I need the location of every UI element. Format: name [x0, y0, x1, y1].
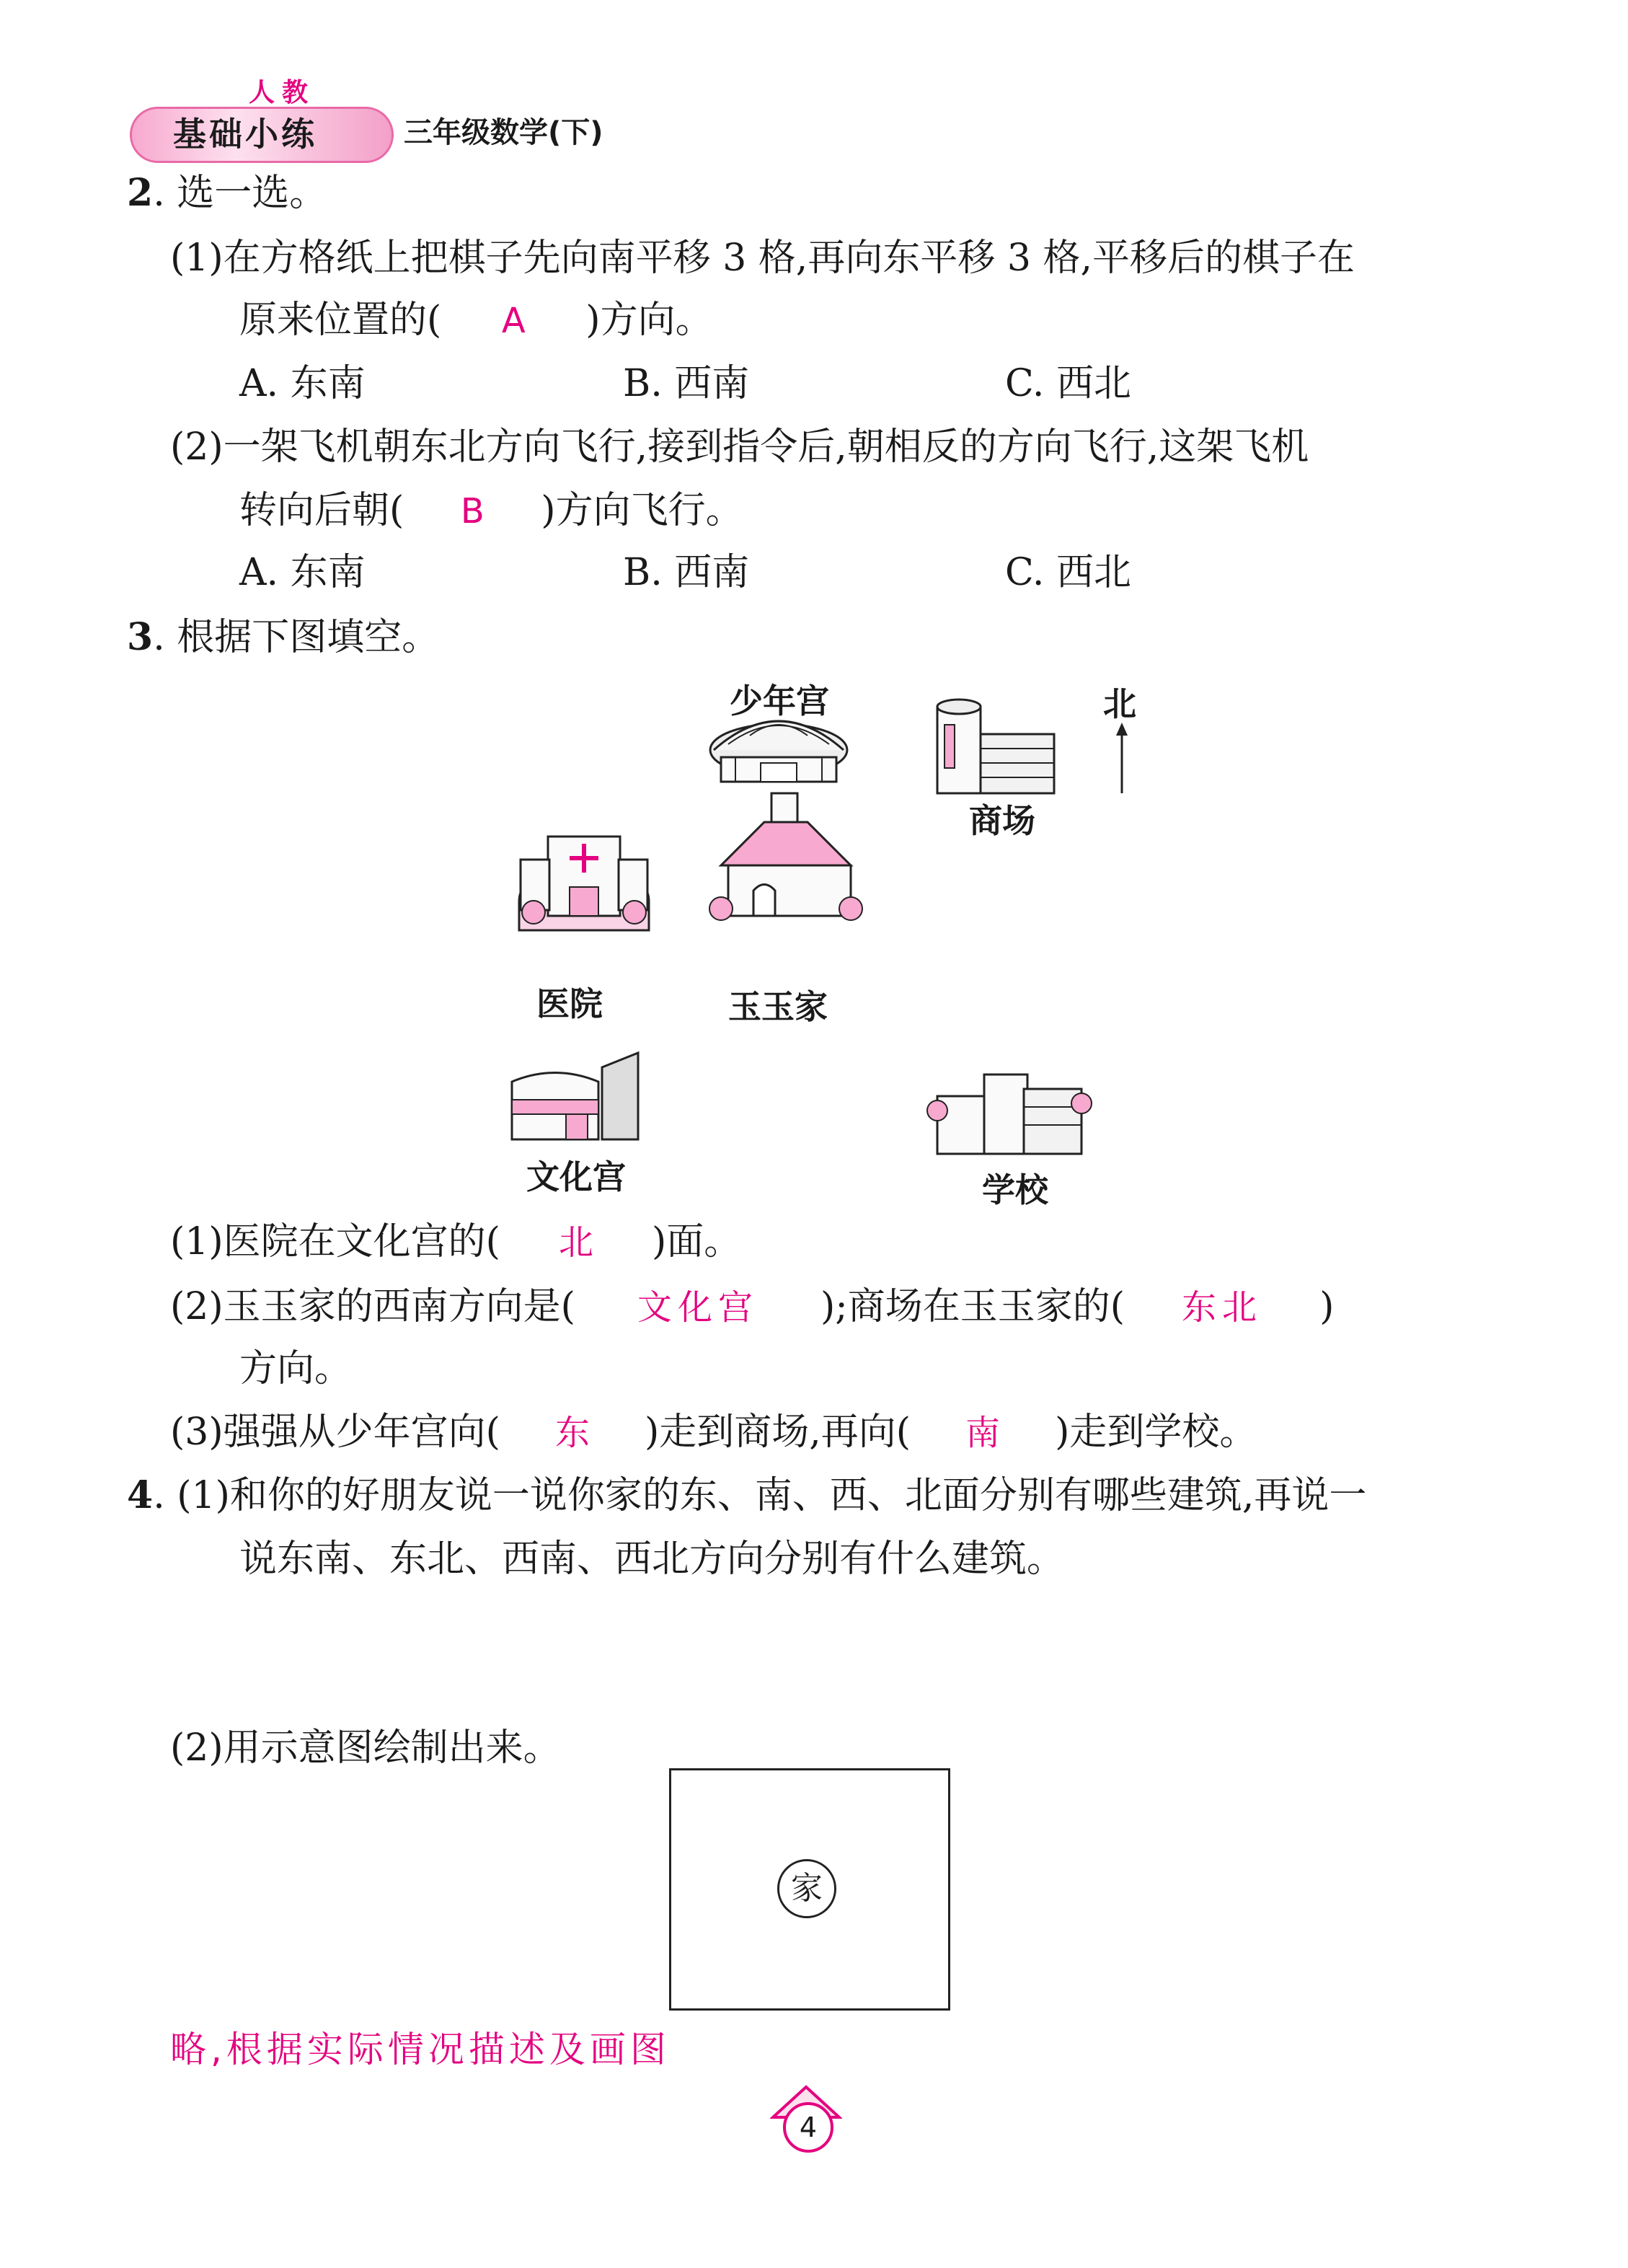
- label-yuyu-home: 玉玉家: [728, 987, 828, 1026]
- q3-p2-line2: 方向。: [239, 1347, 353, 1390]
- label-youth-palace: 少年宫: [730, 681, 829, 720]
- mall-building: [937, 700, 1054, 793]
- q2-p1-post: )方向。: [585, 299, 713, 342]
- q3-number: 3: [127, 615, 154, 659]
- q4-answer: 略,根据实际情况描述及画图: [170, 2029, 671, 2070]
- header-grade: 三年级数学(下): [404, 116, 603, 149]
- page-number: 4: [783, 2102, 833, 2153]
- label-school: 学校: [982, 1170, 1048, 1209]
- hospital-building: [519, 837, 649, 930]
- yuyu-home-building: [709, 793, 862, 920]
- north-arrow: [1116, 723, 1128, 793]
- q2-p2-line2: [239, 487, 743, 534]
- q3-title-text: . 根据下图填空。: [153, 616, 440, 659]
- q3-p2-answer2: 东北: [1182, 1287, 1263, 1328]
- home-marker: 家: [777, 1859, 836, 1918]
- q2-title: [127, 170, 327, 216]
- q3-p2-answer1: 文化宫: [637, 1287, 758, 1328]
- q3-p2-mid: );商场在玉玉家的(: [820, 1285, 1125, 1328]
- label-hospital: 医院: [536, 984, 603, 1023]
- school-building: [927, 1075, 1092, 1154]
- q2-p2-option-c: C. 西北: [1005, 551, 1131, 594]
- q3-p2-post: ): [1319, 1285, 1335, 1328]
- q3-p3-pre: (3)强强从少年宫向(: [170, 1411, 500, 1454]
- label-culture-palace: 文化宫: [526, 1157, 626, 1196]
- q2-p1-option-a: A. 东南: [239, 362, 366, 405]
- q4-p1-text: . (1)和你的好朋友说一说你家的东、南、西、北面分别有哪些建筑,再说一: [153, 1474, 1367, 1517]
- culture-palace-building: [512, 1053, 638, 1139]
- q3-p2-pre: (2)玉玉家的西南方向是(: [170, 1285, 575, 1328]
- q3-title: [127, 614, 439, 661]
- q3-p3-answer1: 东: [554, 1413, 590, 1453]
- q2-p1-option-c: C. 西北: [1005, 362, 1131, 405]
- q2-p2-line1: (2)一架飞机朝东北方向飞行,接到指令后,朝相反的方向飞行,这架飞机: [170, 425, 1309, 469]
- q2-p1-option-b: B. 西南: [623, 362, 750, 405]
- q2-p2-option-b: B. 西南: [623, 551, 750, 594]
- q3-p1-post: )面。: [651, 1220, 742, 1263]
- q4-p1-line2: 说东南、东北、西南、西北方向分别有什么建筑。: [239, 1537, 1065, 1581]
- q2-p1-answer: A: [501, 301, 526, 341]
- q3-p3-post: )走到学校。: [1055, 1411, 1257, 1454]
- q4-p1-line1: [127, 1473, 1366, 1519]
- q3-map: [476, 663, 1197, 1212]
- label-north: 北: [1103, 684, 1136, 723]
- header-series-title: 基础小练: [173, 115, 317, 154]
- q2-number: 2: [127, 171, 154, 215]
- q2-title-text: . 选一选。: [153, 172, 327, 215]
- q2-p1-pre: 原来位置的(: [239, 299, 442, 342]
- q3-p3-answer2: 南: [965, 1413, 1001, 1453]
- q2-p1-line2: [239, 297, 713, 344]
- youth-palace-building: [710, 721, 847, 782]
- q3-p1: [170, 1219, 741, 1266]
- q3-p2-line1: [170, 1284, 1334, 1331]
- q4-number: 4: [127, 1473, 154, 1517]
- q2-p2-answer: B: [460, 491, 485, 531]
- q3-p1-pre: (1)医院在文化宫的(: [170, 1220, 500, 1263]
- q2-p2-option-a: A. 东南: [239, 551, 366, 594]
- label-mall: 商场: [969, 801, 1035, 840]
- q2-p2-post: )方向飞行。: [541, 489, 743, 532]
- q2-p1-line1: (1)在方格纸上把棋子先向南平移 3 格,再向东平移 3 格,平移后的棋子在: [170, 237, 1355, 280]
- q3-p3: [170, 1409, 1257, 1456]
- q2-p2-pre: 转向后朝(: [239, 489, 404, 532]
- header-edition: 人教: [249, 78, 316, 107]
- q4-p2: (2)用示意图绘制出来。: [170, 1726, 561, 1770]
- q3-p3-mid: )走到商场,再向(: [644, 1411, 911, 1454]
- q3-p1-answer: 北: [558, 1222, 593, 1263]
